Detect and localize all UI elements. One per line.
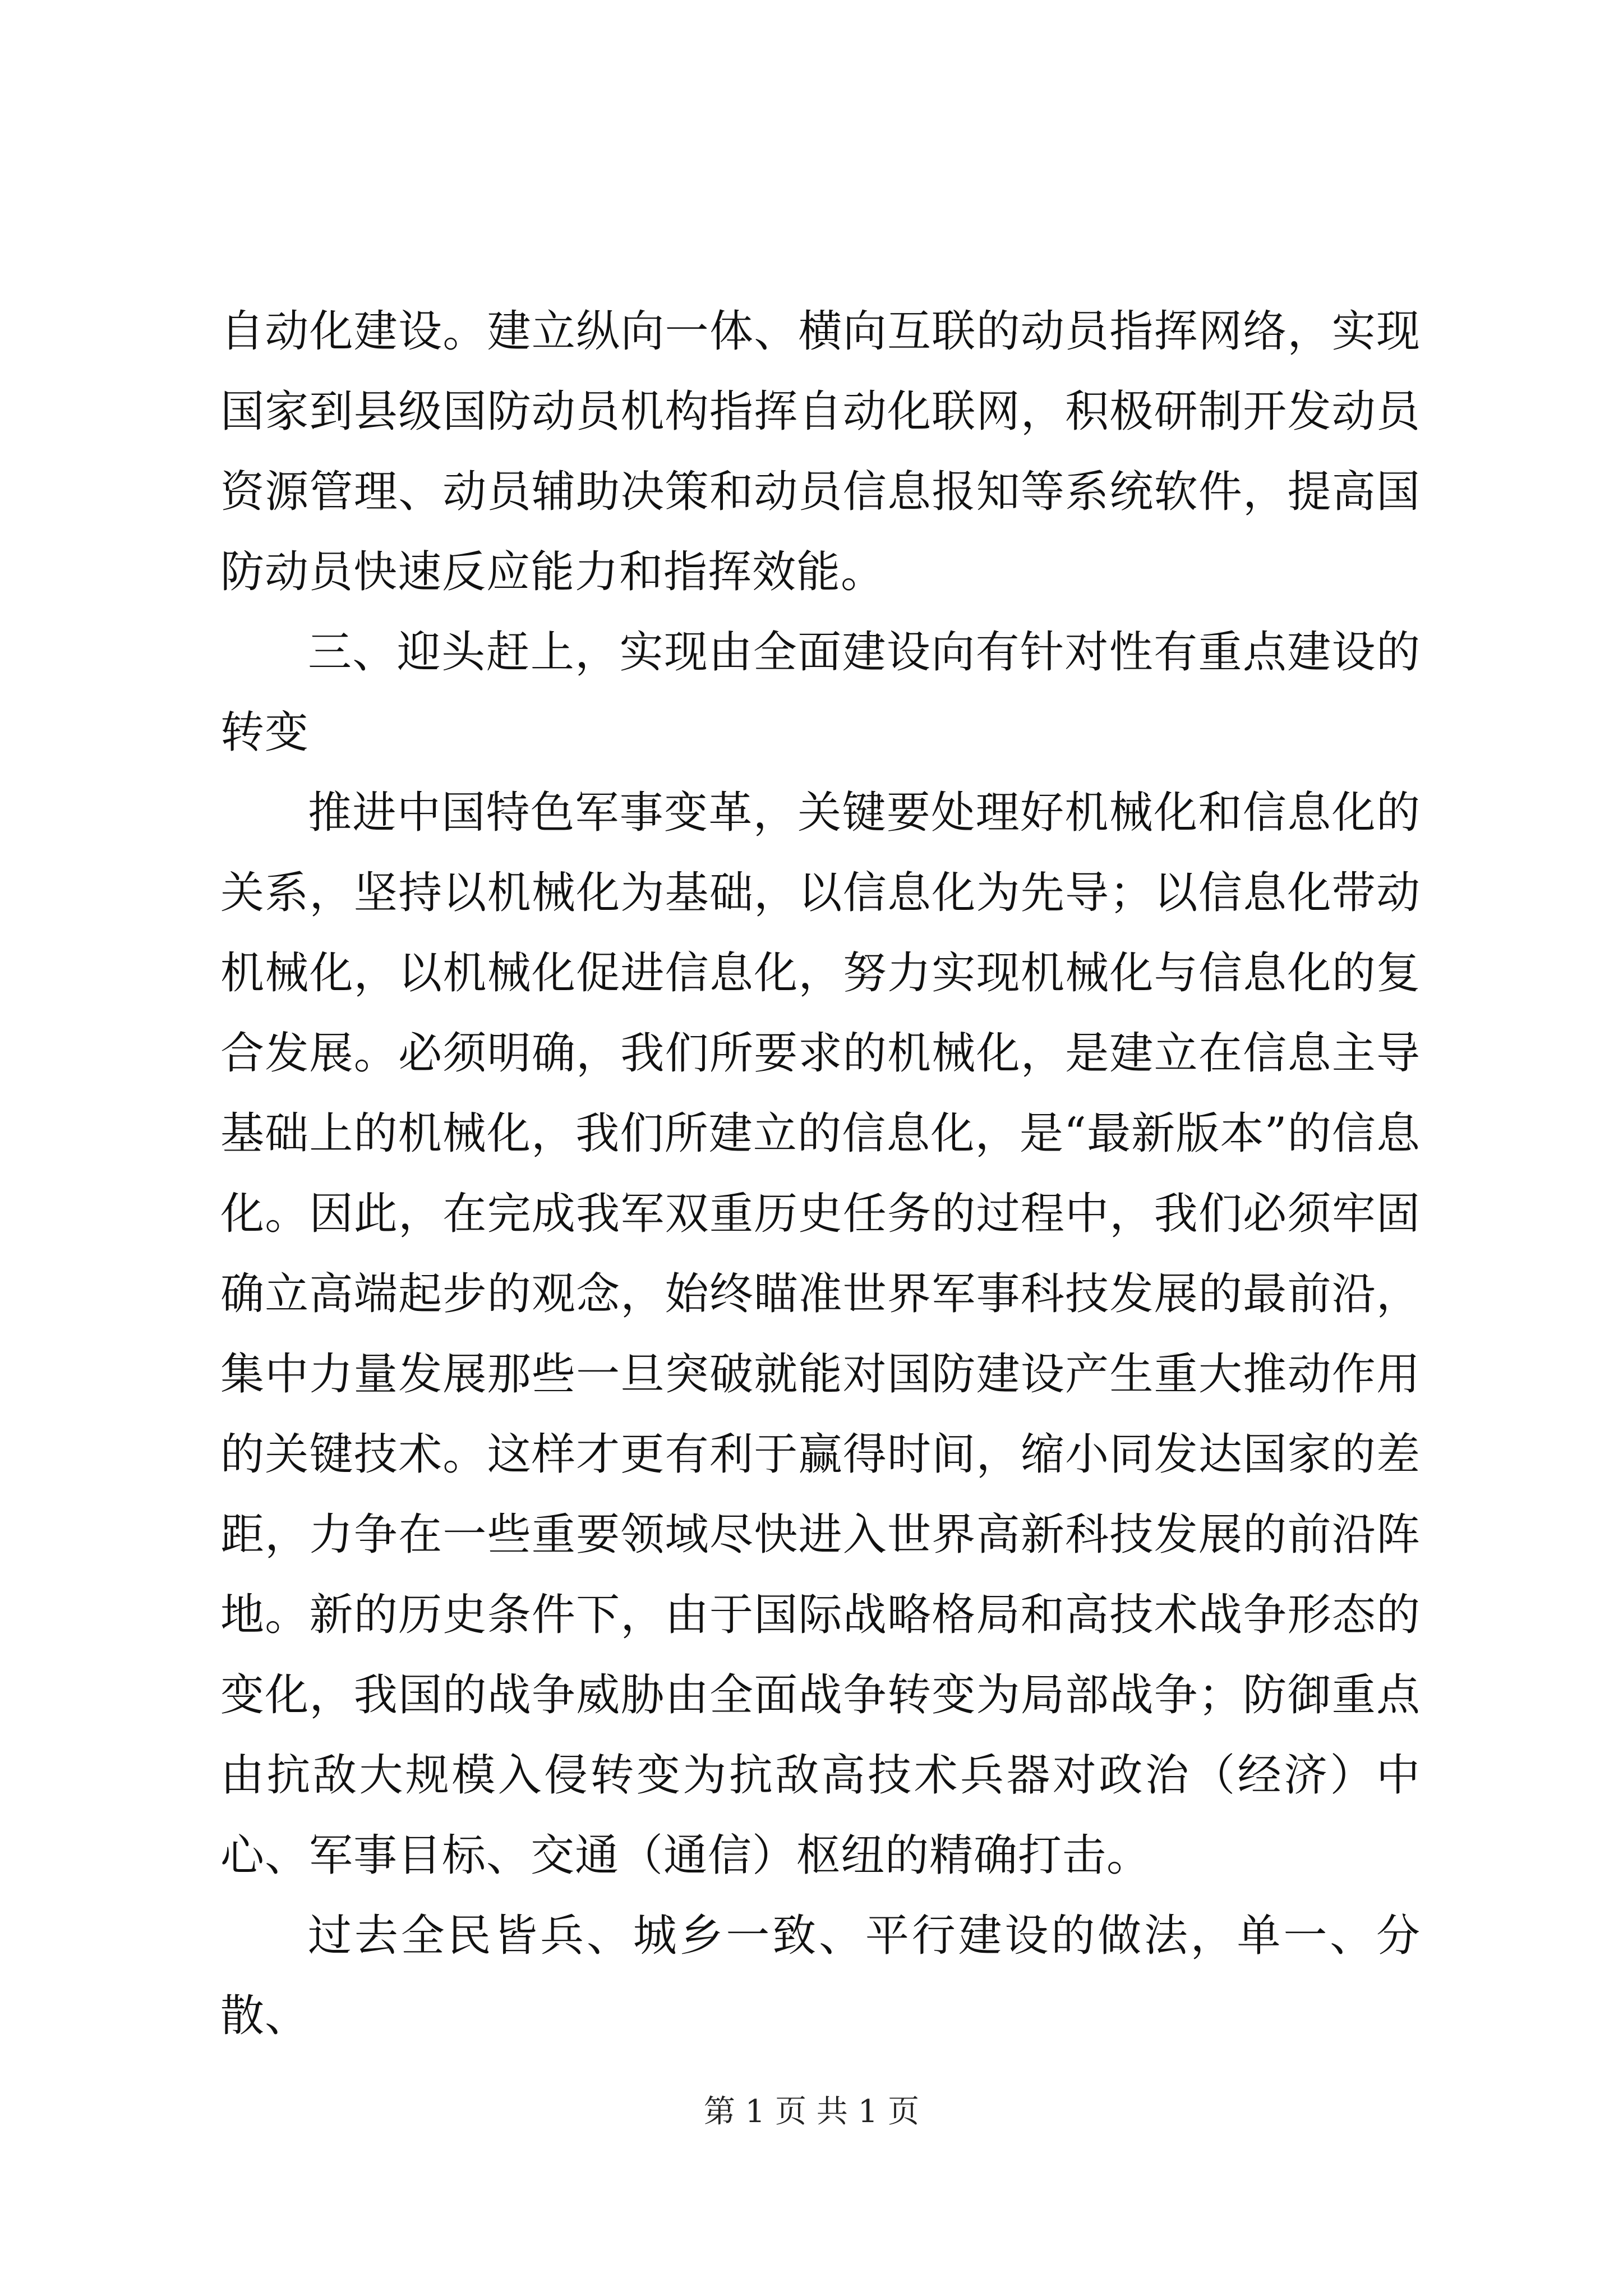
paragraph-mechanization-informatization: 推进中国特色军事变革，关键要处理好机械化和信息化的关系，坚持以机械化为基础，以信息化为先导；以信息化带动机械化，以机械化促进信息化，努力实现机械化与信息化的复合发展。必须明确，我们所要求的机械化，是建立在信息主导基础上的机械化，我们所建立的信息化，是“最新版本”的信息化。因此，在完成我军双重历史任务的过程中，我们必须牢固确立高端起步的观念，始终瞄准世界军事科技发展的最前沿，集中力量发展那些一旦突破就能对国防建设产生重大推动作用的关键技术。这样才更有利于赢得时间，缩小同发达国家的差距，力争在一些重要领域尽快进入世界高新科技发展的前沿阵地。新的历史条件下，由于国际战略格局和高技术战争形态的变化，我国的战争威胁由全面战争转变为局部战争；防御重点由抗敌大规模入侵转变为抗敌高技术兵器对政治（经济）中心、军事目标、交通（通信）枢纽的精确打击。 bbox=[220, 788, 1421, 1881]
paragraph-continuation: 自动化建设。建立纵向一体、横向互联的动员指挥网络，实现国家到县级国防动员机构指挥自动化联网，积极研制开发动员资源管理、动员辅助决策和动员信息报知等系统软件，提高国防动员快速反应能力和指挥效能。 bbox=[220, 306, 1421, 597]
document-body bbox=[220, 292, 1421, 2056]
section-heading-three: 三、迎头赶上，实现由全面建设向有针对性有重点建设的转变 bbox=[220, 627, 1421, 758]
paragraph-past-practice: 过去全民皆兵、城乡一致、平行建设的做法，单一、分散、 bbox=[220, 1911, 1421, 2041]
page-number-footer: 第 1 页 共 1 页 bbox=[703, 2093, 920, 2130]
